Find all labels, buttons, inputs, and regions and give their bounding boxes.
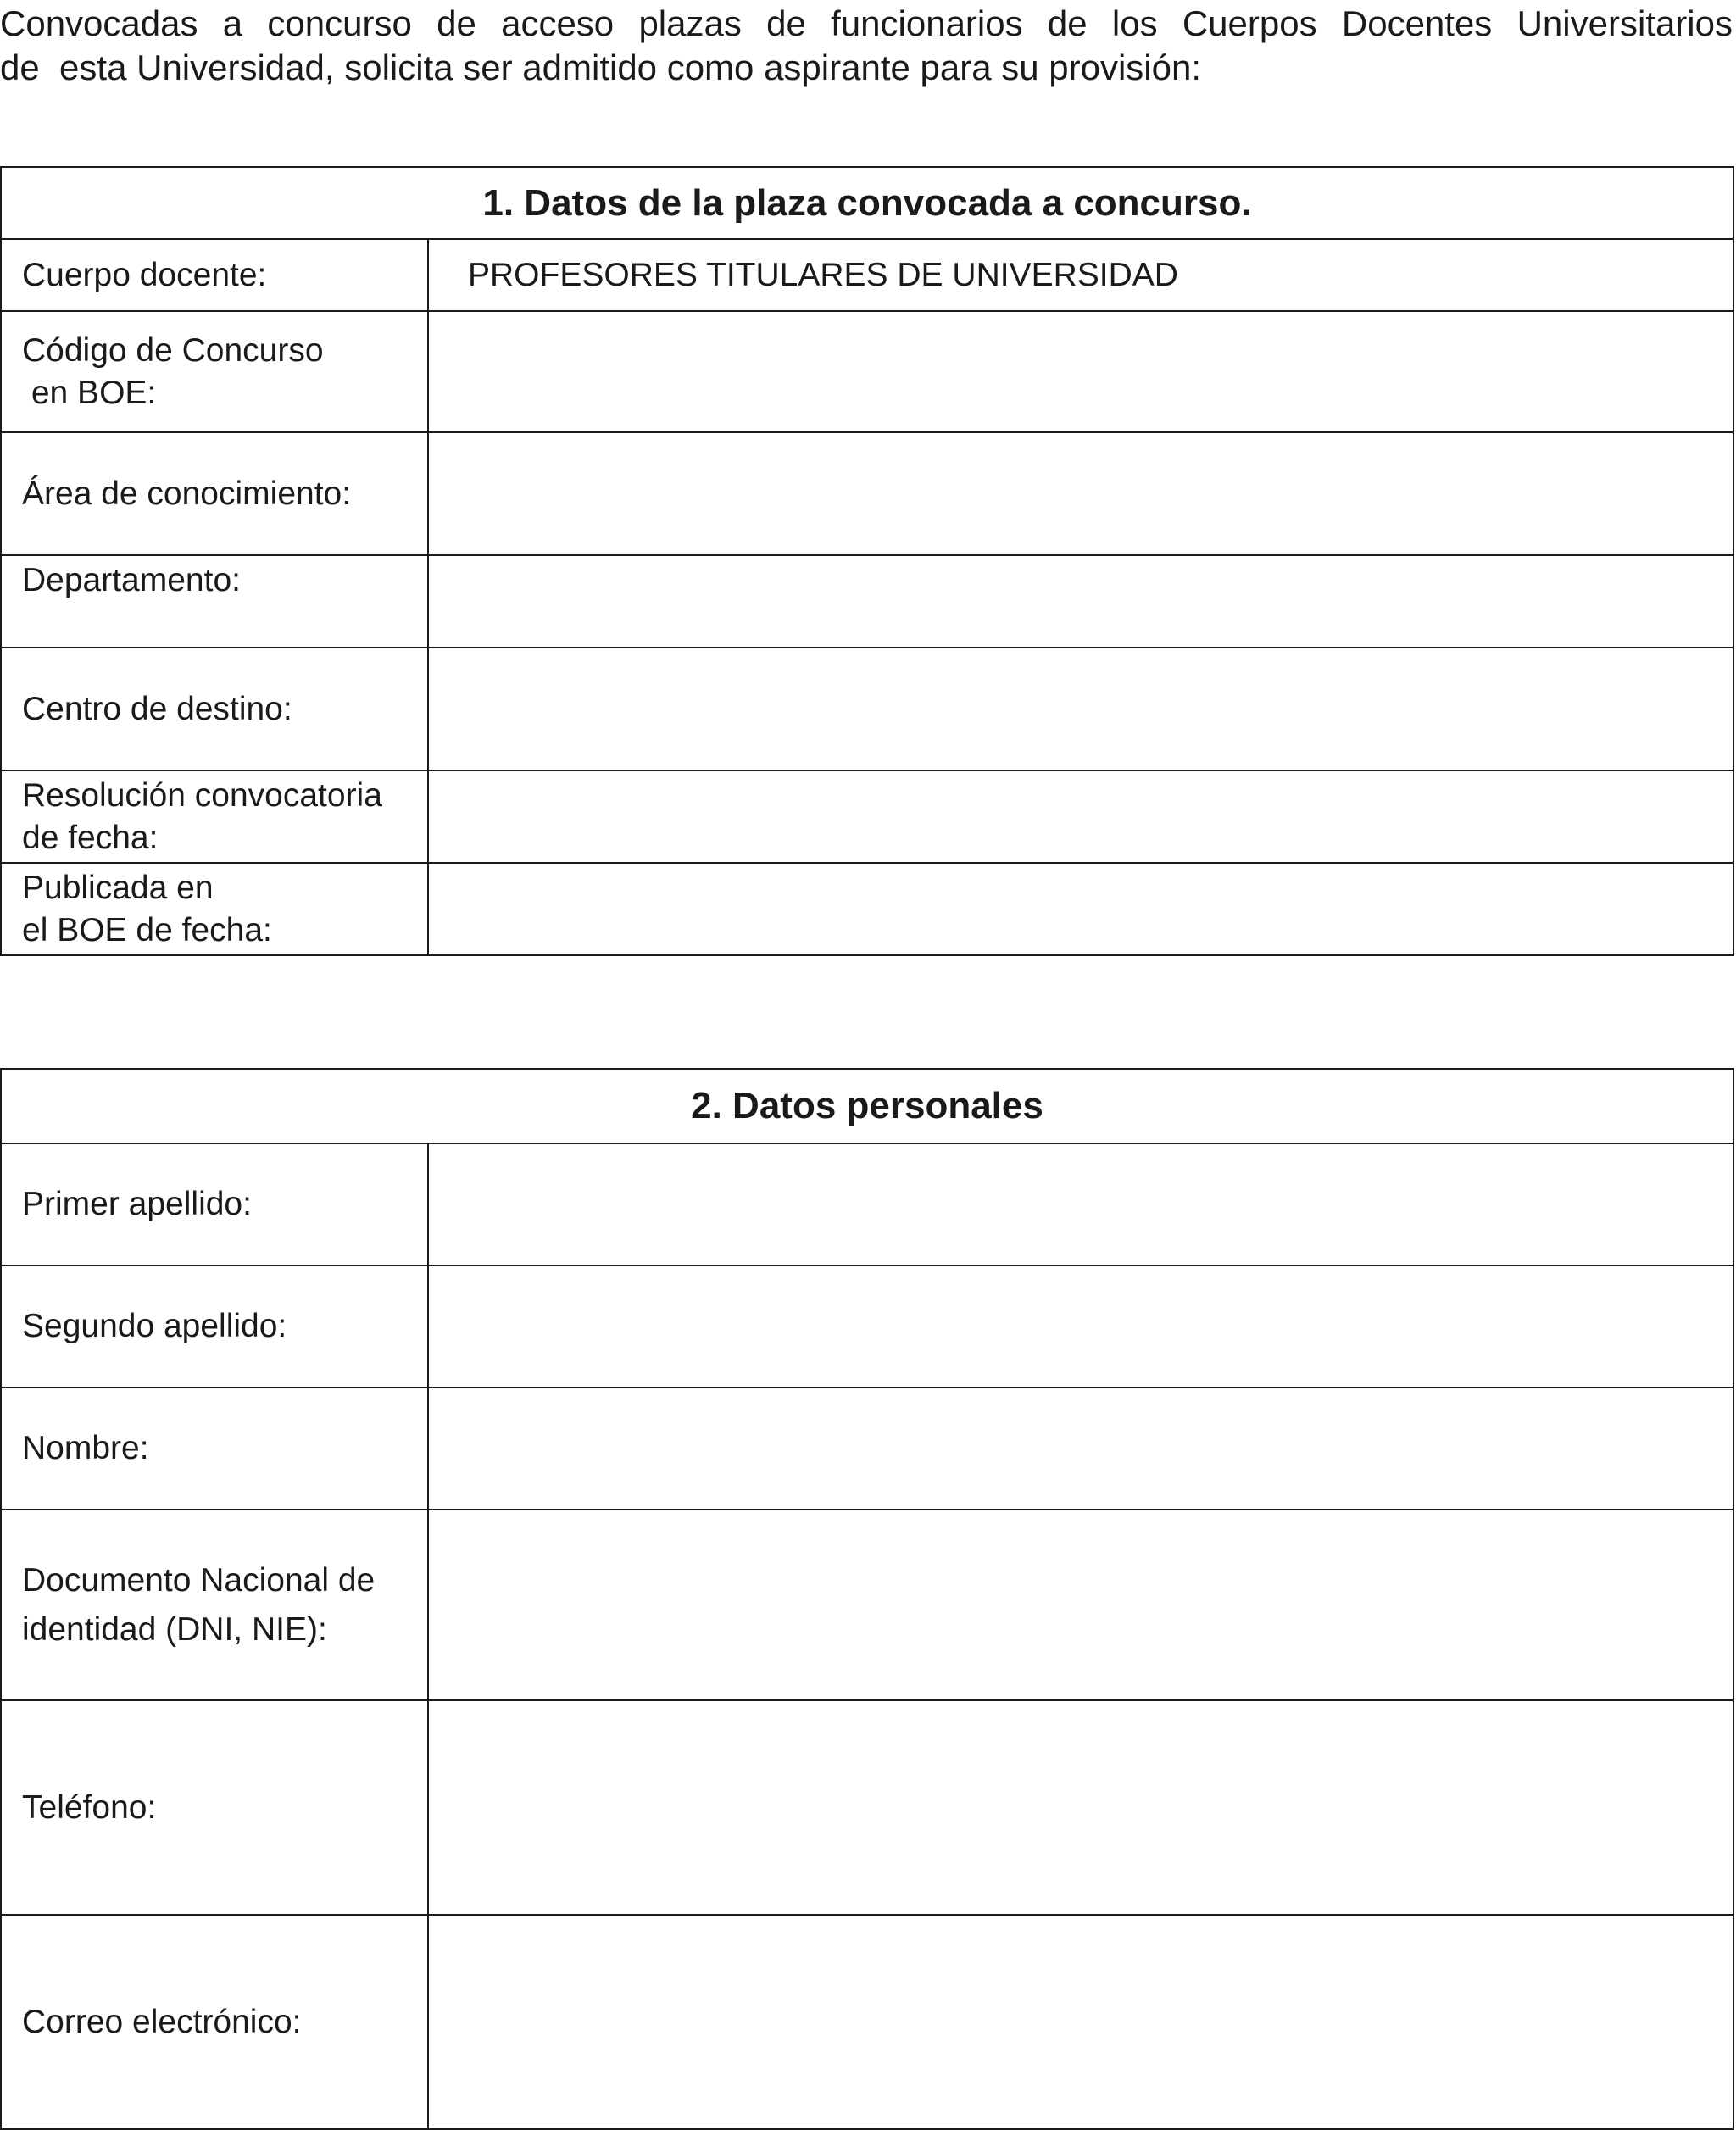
row-cuerpo-docente (1, 239, 1733, 311)
row-departamento (1, 555, 1733, 648)
label-codigo-concurso (1, 311, 428, 432)
label-dni-line-2: identidad (DNI, NIE): (22, 1610, 327, 1648)
field-telefono[interactable] (428, 1700, 1733, 1915)
label-resolucion-line-2: de fecha: (22, 819, 159, 856)
row-publicada-boe (1, 863, 1733, 955)
label-centro-destino: Centro de destino: (1, 648, 428, 770)
field-segundo-apellido[interactable] (428, 1265, 1733, 1388)
label-publicada-boe (1, 863, 428, 955)
row-correo (1, 1915, 1733, 2129)
label-cuerpo-docente: Cuerpo docente: (1, 239, 428, 311)
intro-line-1: Convocadas a concurso de acceso plazas de funcionarios de los Cuerpos Docentes Universitarios (0, 3, 1733, 43)
row-telefono (1, 1700, 1733, 1915)
row-resolucion (1, 770, 1733, 863)
field-centro-destino[interactable] (428, 648, 1733, 770)
label-segundo-apellido: Segundo apellido: (1, 1265, 428, 1388)
label-resolucion (1, 770, 428, 863)
label-codigo-line-1: Código de Concurso (22, 331, 324, 369)
section-1-title: 1. Datos de la plaza convocada a concurso. (1, 167, 1733, 239)
label-correo: Correo electrónico: (1, 1915, 428, 2129)
row-segundo-apellido (1, 1265, 1733, 1388)
row-primer-apellido (1, 1143, 1733, 1265)
field-resolucion[interactable] (428, 770, 1733, 863)
field-dni[interactable] (428, 1510, 1733, 1700)
label-resolucion-line-1: Resolución convocatoria (22, 776, 382, 814)
field-primer-apellido[interactable] (428, 1143, 1733, 1265)
field-cuerpo-docente[interactable]: PROFESORES TITULARES DE UNIVERSIDAD (428, 239, 1733, 311)
label-nombre: Nombre: (1, 1388, 428, 1510)
personal-data-table (0, 1068, 1734, 2130)
field-nombre[interactable] (428, 1388, 1733, 1510)
field-publicada-boe[interactable] (428, 863, 1733, 955)
label-telefono: Teléfono: (1, 1700, 428, 1915)
intro-paragraph (0, 2, 1733, 90)
field-departamento[interactable] (428, 555, 1733, 648)
plaza-data-table (0, 166, 1734, 956)
field-correo[interactable] (428, 1915, 1733, 2129)
label-dni (1, 1510, 428, 1700)
section-2-title: 2. Datos personales (1, 1069, 1733, 1143)
label-departamento: Departamento: (1, 555, 428, 648)
row-nombre (1, 1388, 1733, 1510)
label-codigo-line-2: en BOE: (22, 374, 157, 411)
field-codigo-concurso[interactable] (428, 311, 1733, 432)
label-area-conocimiento: Área de conocimiento: (1, 432, 428, 555)
row-area-conocimiento (1, 432, 1733, 555)
row-centro-destino (1, 648, 1733, 770)
intro-line-2: de esta Universidad, solicita ser admitido como aspirante para su provisión: (0, 47, 1202, 87)
label-publicada-line-1: Publicada en (22, 869, 214, 906)
label-primer-apellido: Primer apellido: (1, 1143, 428, 1265)
label-publicada-line-2: el BOE de fecha: (22, 911, 272, 948)
label-dni-line-1: Documento Nacional de (22, 1561, 376, 1599)
row-codigo-concurso (1, 311, 1733, 432)
row-dni (1, 1510, 1733, 1700)
field-area-conocimiento[interactable] (428, 432, 1733, 555)
